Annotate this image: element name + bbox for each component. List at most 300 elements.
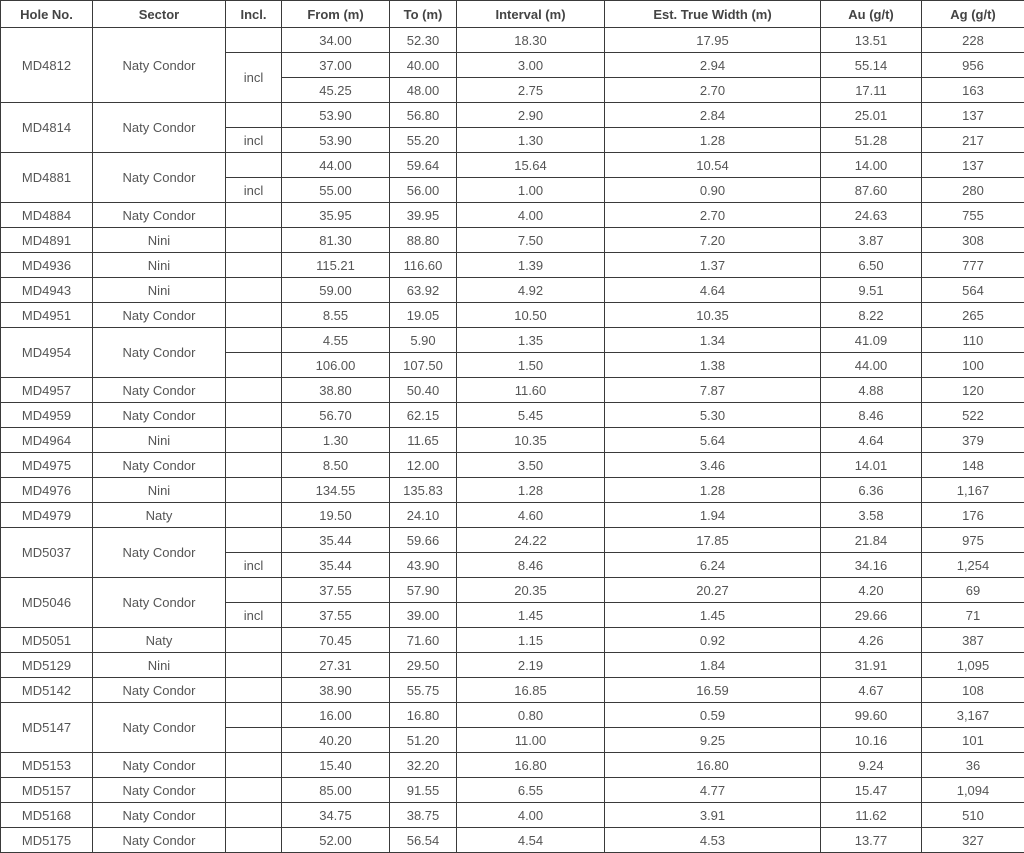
cell-ag: 217: [922, 128, 1024, 153]
table-row: [1, 28, 1024, 53]
cell-au: 6.36: [821, 478, 922, 503]
cell-true-width: 7.87: [605, 378, 821, 403]
cell-au: 55.14: [821, 53, 922, 78]
cell-incl: [226, 228, 282, 253]
cell-from: 56.70: [282, 403, 390, 428]
header-ag: Ag (g/t): [922, 1, 1024, 28]
cell-interval: 4.92: [457, 278, 605, 303]
cell-sector: Naty: [93, 628, 226, 653]
table-row: [1, 103, 1024, 128]
cell-incl: [226, 103, 282, 128]
cell-au: 41.09: [821, 328, 922, 353]
cell-hole-no: MD4936: [1, 253, 93, 278]
cell-interval: 4.60: [457, 503, 605, 528]
cell-incl: [226, 703, 282, 728]
cell-from: 34.00: [282, 28, 390, 53]
cell-to: 107.50: [390, 353, 457, 378]
cell-ag: 71: [922, 603, 1024, 628]
cell-au: 87.60: [821, 178, 922, 203]
cell-au: 4.26: [821, 628, 922, 653]
cell-incl: [226, 328, 282, 353]
cell-ag: 163: [922, 78, 1024, 103]
cell-ag: 327: [922, 828, 1024, 853]
cell-interval: 11.00: [457, 728, 605, 753]
cell-sector: Naty Condor: [93, 578, 226, 628]
cell-hole-no: MD4881: [1, 153, 93, 203]
table-row: [1, 703, 1024, 728]
header-incl: Incl.: [226, 1, 282, 28]
cell-true-width: 17.85: [605, 528, 821, 553]
cell-sector: Naty: [93, 503, 226, 528]
cell-to: 38.75: [390, 803, 457, 828]
cell-to: 116.60: [390, 253, 457, 278]
cell-to: 51.20: [390, 728, 457, 753]
cell-true-width: 16.59: [605, 678, 821, 703]
table-row: [1, 678, 1024, 703]
cell-incl: [226, 253, 282, 278]
cell-from: 44.00: [282, 153, 390, 178]
cell-to: 43.90: [390, 553, 457, 578]
cell-hole-no: MD5147: [1, 703, 93, 753]
cell-true-width: 16.80: [605, 753, 821, 778]
cell-hole-no: MD5175: [1, 828, 93, 853]
cell-au: 25.01: [821, 103, 922, 128]
cell-true-width: 17.95: [605, 28, 821, 53]
cell-to: 39.00: [390, 603, 457, 628]
cell-to: 52.30: [390, 28, 457, 53]
cell-ag: 110: [922, 328, 1024, 353]
cell-ag: 3,167: [922, 703, 1024, 728]
table-row: [1, 428, 1024, 453]
cell-from: 59.00: [282, 278, 390, 303]
cell-true-width: 10.35: [605, 303, 821, 328]
cell-sector: Naty Condor: [93, 528, 226, 578]
cell-hole-no: MD4943: [1, 278, 93, 303]
cell-ag: 69: [922, 578, 1024, 603]
cell-ag: 120: [922, 378, 1024, 403]
table-row: [1, 303, 1024, 328]
cell-to: 50.40: [390, 378, 457, 403]
cell-ag: 1,254: [922, 553, 1024, 578]
cell-ag: 148: [922, 453, 1024, 478]
cell-au: 4.64: [821, 428, 922, 453]
cell-hole-no: MD4884: [1, 203, 93, 228]
cell-true-width: 0.92: [605, 628, 821, 653]
cell-to: 55.20: [390, 128, 457, 153]
cell-au: 3.58: [821, 503, 922, 528]
cell-from: 106.00: [282, 353, 390, 378]
cell-incl: [226, 653, 282, 678]
cell-hole-no: MD4812: [1, 28, 93, 103]
cell-from: 81.30: [282, 228, 390, 253]
cell-incl: [226, 203, 282, 228]
cell-ag: 308: [922, 228, 1024, 253]
cell-ag: 228: [922, 28, 1024, 53]
cell-interval: 1.15: [457, 628, 605, 653]
cell-true-width: 3.91: [605, 803, 821, 828]
cell-from: 35.95: [282, 203, 390, 228]
cell-incl: [226, 278, 282, 303]
cell-incl: [226, 153, 282, 178]
cell-sector: Naty Condor: [93, 203, 226, 228]
cell-au: 44.00: [821, 353, 922, 378]
cell-true-width: 1.37: [605, 253, 821, 278]
cell-interval: 8.46: [457, 553, 605, 578]
cell-from: 115.21: [282, 253, 390, 278]
cell-from: 55.00: [282, 178, 390, 203]
cell-true-width: 1.94: [605, 503, 821, 528]
cell-au: 24.63: [821, 203, 922, 228]
cell-au: 8.22: [821, 303, 922, 328]
cell-interval: 10.50: [457, 303, 605, 328]
cell-hole-no: MD4951: [1, 303, 93, 328]
cell-sector: Naty Condor: [93, 453, 226, 478]
table-row: [1, 828, 1024, 853]
cell-true-width: 4.64: [605, 278, 821, 303]
cell-hole-no: MD4957: [1, 378, 93, 403]
cell-to: 59.64: [390, 153, 457, 178]
cell-incl: [226, 753, 282, 778]
cell-to: 48.00: [390, 78, 457, 103]
cell-to: 12.00: [390, 453, 457, 478]
cell-true-width: 7.20: [605, 228, 821, 253]
cell-from: 4.55: [282, 328, 390, 353]
cell-to: 56.80: [390, 103, 457, 128]
cell-to: 59.66: [390, 528, 457, 553]
cell-interval: 1.45: [457, 603, 605, 628]
cell-sector: Naty Condor: [93, 778, 226, 803]
cell-true-width: 0.59: [605, 703, 821, 728]
cell-from: 27.31: [282, 653, 390, 678]
cell-ag: 36: [922, 753, 1024, 778]
cell-sector: Naty Condor: [93, 803, 226, 828]
cell-interval: 10.35: [457, 428, 605, 453]
cell-sector: Naty Condor: [93, 703, 226, 753]
cell-from: 52.00: [282, 828, 390, 853]
header-true-width: Est. True Width (m): [605, 1, 821, 28]
cell-interval: 20.35: [457, 578, 605, 603]
cell-sector: Nini: [93, 428, 226, 453]
cell-hole-no: MD5153: [1, 753, 93, 778]
cell-true-width: 2.70: [605, 78, 821, 103]
cell-from: 85.00: [282, 778, 390, 803]
cell-incl: [226, 728, 282, 753]
table-row: [1, 278, 1024, 303]
cell-to: 32.20: [390, 753, 457, 778]
cell-true-width: 6.24: [605, 553, 821, 578]
cell-from: 134.55: [282, 478, 390, 503]
header-interval: Interval (m): [457, 1, 605, 28]
cell-ag: 379: [922, 428, 1024, 453]
cell-from: 37.55: [282, 603, 390, 628]
cell-to: 91.55: [390, 778, 457, 803]
cell-sector: Naty Condor: [93, 28, 226, 103]
cell-hole-no: MD4979: [1, 503, 93, 528]
cell-incl: incl: [226, 553, 282, 578]
table-row: [1, 578, 1024, 603]
cell-sector: Nini: [93, 253, 226, 278]
cell-au: 13.77: [821, 828, 922, 853]
cell-hole-no: MD5168: [1, 803, 93, 828]
cell-interval: 6.55: [457, 778, 605, 803]
cell-ag: 137: [922, 103, 1024, 128]
cell-interval: 4.00: [457, 203, 605, 228]
cell-incl: incl: [226, 603, 282, 628]
cell-sector: Naty Condor: [93, 828, 226, 853]
cell-from: 70.45: [282, 628, 390, 653]
cell-true-width: 5.30: [605, 403, 821, 428]
cell-hole-no: MD4976: [1, 478, 93, 503]
cell-interval: 18.30: [457, 28, 605, 53]
cell-true-width: 10.54: [605, 153, 821, 178]
cell-interval: 1.00: [457, 178, 605, 203]
cell-true-width: 2.70: [605, 203, 821, 228]
cell-sector: Naty Condor: [93, 153, 226, 203]
cell-incl: [226, 578, 282, 603]
cell-interval: 0.80: [457, 703, 605, 728]
cell-incl: [226, 778, 282, 803]
cell-ag: 280: [922, 178, 1024, 203]
cell-true-width: 5.64: [605, 428, 821, 453]
cell-ag: 101: [922, 728, 1024, 753]
cell-interval: 16.80: [457, 753, 605, 778]
cell-incl: [226, 28, 282, 53]
cell-au: 21.84: [821, 528, 922, 553]
cell-from: 37.55: [282, 578, 390, 603]
cell-from: 40.20: [282, 728, 390, 753]
cell-hole-no: MD5037: [1, 528, 93, 578]
cell-incl: incl: [226, 178, 282, 203]
cell-ag: 108: [922, 678, 1024, 703]
cell-interval: 4.54: [457, 828, 605, 853]
cell-incl: [226, 378, 282, 403]
cell-to: 57.90: [390, 578, 457, 603]
table-row: [1, 778, 1024, 803]
cell-au: 8.46: [821, 403, 922, 428]
table-row: [1, 453, 1024, 478]
cell-true-width: 1.38: [605, 353, 821, 378]
cell-au: 14.00: [821, 153, 922, 178]
cell-interval: 1.39: [457, 253, 605, 278]
cell-to: 71.60: [390, 628, 457, 653]
cell-hole-no: MD4891: [1, 228, 93, 253]
cell-sector: Nini: [93, 278, 226, 303]
cell-interval: 1.35: [457, 328, 605, 353]
cell-interval: 11.60: [457, 378, 605, 403]
cell-sector: Naty Condor: [93, 328, 226, 378]
cell-incl: [226, 678, 282, 703]
cell-to: 88.80: [390, 228, 457, 253]
cell-au: 99.60: [821, 703, 922, 728]
cell-hole-no: MD4814: [1, 103, 93, 153]
cell-from: 19.50: [282, 503, 390, 528]
header-to: To (m): [390, 1, 457, 28]
cell-au: 6.50: [821, 253, 922, 278]
cell-hole-no: MD5051: [1, 628, 93, 653]
cell-from: 34.75: [282, 803, 390, 828]
cell-incl: [226, 353, 282, 378]
cell-incl: [226, 403, 282, 428]
cell-ag: 975: [922, 528, 1024, 553]
cell-to: 62.15: [390, 403, 457, 428]
cell-ag: 956: [922, 53, 1024, 78]
cell-to: 5.90: [390, 328, 457, 353]
cell-true-width: 1.28: [605, 478, 821, 503]
cell-true-width: 0.90: [605, 178, 821, 203]
cell-true-width: 2.94: [605, 53, 821, 78]
cell-hole-no: MD4959: [1, 403, 93, 428]
cell-to: 56.54: [390, 828, 457, 853]
cell-from: 1.30: [282, 428, 390, 453]
table-row: [1, 328, 1024, 353]
table-row: [1, 528, 1024, 553]
cell-sector: Naty Condor: [93, 753, 226, 778]
header-row: [1, 1, 1024, 28]
cell-incl: [226, 503, 282, 528]
cell-true-width: 2.84: [605, 103, 821, 128]
table-row: [1, 203, 1024, 228]
cell-incl: [226, 478, 282, 503]
cell-ag: 777: [922, 253, 1024, 278]
cell-hole-no: MD5157: [1, 778, 93, 803]
cell-interval: 2.19: [457, 653, 605, 678]
cell-interval: 5.45: [457, 403, 605, 428]
cell-ag: 265: [922, 303, 1024, 328]
cell-hole-no: MD4975: [1, 453, 93, 478]
cell-interval: 1.28: [457, 478, 605, 503]
cell-interval: 15.64: [457, 153, 605, 178]
table-row: [1, 653, 1024, 678]
cell-hole-no: MD5142: [1, 678, 93, 703]
cell-interval: 16.85: [457, 678, 605, 703]
cell-incl: [226, 453, 282, 478]
cell-au: 11.62: [821, 803, 922, 828]
cell-au: 13.51: [821, 28, 922, 53]
cell-to: 40.00: [390, 53, 457, 78]
cell-from: 53.90: [282, 128, 390, 153]
cell-true-width: 3.46: [605, 453, 821, 478]
cell-to: 39.95: [390, 203, 457, 228]
cell-au: 4.67: [821, 678, 922, 703]
cell-sector: Nini: [93, 653, 226, 678]
cell-incl: incl: [226, 53, 282, 103]
table-row: [1, 628, 1024, 653]
cell-interval: 2.75: [457, 78, 605, 103]
cell-interval: 7.50: [457, 228, 605, 253]
cell-au: 31.91: [821, 653, 922, 678]
cell-ag: 1,094: [922, 778, 1024, 803]
cell-au: 3.87: [821, 228, 922, 253]
cell-from: 8.50: [282, 453, 390, 478]
cell-ag: 1,095: [922, 653, 1024, 678]
cell-to: 135.83: [390, 478, 457, 503]
cell-hole-no: MD4964: [1, 428, 93, 453]
header-sector: Sector: [93, 1, 226, 28]
cell-ag: 137: [922, 153, 1024, 178]
cell-ag: 522: [922, 403, 1024, 428]
cell-hole-no: MD5129: [1, 653, 93, 678]
cell-true-width: 1.28: [605, 128, 821, 153]
cell-incl: [226, 803, 282, 828]
cell-interval: 3.00: [457, 53, 605, 78]
cell-au: 34.16: [821, 553, 922, 578]
cell-to: 55.75: [390, 678, 457, 703]
cell-sector: Naty Condor: [93, 678, 226, 703]
cell-from: 45.25: [282, 78, 390, 103]
table-row: [1, 753, 1024, 778]
cell-incl: [226, 628, 282, 653]
cell-true-width: 1.84: [605, 653, 821, 678]
cell-au: 9.51: [821, 278, 922, 303]
cell-true-width: 4.53: [605, 828, 821, 853]
cell-ag: 387: [922, 628, 1024, 653]
cell-ag: 1,167: [922, 478, 1024, 503]
header-au: Au (g/t): [821, 1, 922, 28]
cell-interval: 24.22: [457, 528, 605, 553]
table-row: [1, 153, 1024, 178]
cell-to: 56.00: [390, 178, 457, 203]
cell-ag: 100: [922, 353, 1024, 378]
cell-au: 4.20: [821, 578, 922, 603]
cell-true-width: 4.77: [605, 778, 821, 803]
cell-interval: 1.30: [457, 128, 605, 153]
table-row: [1, 503, 1024, 528]
cell-sector: Nini: [93, 228, 226, 253]
cell-au: 29.66: [821, 603, 922, 628]
table-header: [1, 1, 1024, 28]
cell-sector: Naty Condor: [93, 378, 226, 403]
cell-to: 11.65: [390, 428, 457, 453]
cell-from: 16.00: [282, 703, 390, 728]
cell-incl: [226, 428, 282, 453]
table-body: [1, 28, 1024, 853]
cell-incl: [226, 303, 282, 328]
cell-sector: Naty Condor: [93, 103, 226, 153]
cell-interval: 3.50: [457, 453, 605, 478]
cell-au: 51.28: [821, 128, 922, 153]
table-row: [1, 478, 1024, 503]
cell-hole-no: MD4954: [1, 328, 93, 378]
cell-from: 38.90: [282, 678, 390, 703]
cell-true-width: 9.25: [605, 728, 821, 753]
cell-au: 9.24: [821, 753, 922, 778]
table-row: [1, 403, 1024, 428]
cell-from: 8.55: [282, 303, 390, 328]
cell-to: 19.05: [390, 303, 457, 328]
cell-au: 15.47: [821, 778, 922, 803]
cell-from: 37.00: [282, 53, 390, 78]
cell-true-width: 1.45: [605, 603, 821, 628]
cell-to: 29.50: [390, 653, 457, 678]
table-row: [1, 378, 1024, 403]
cell-interval: 4.00: [457, 803, 605, 828]
cell-to: 24.10: [390, 503, 457, 528]
cell-incl: [226, 828, 282, 853]
cell-sector: Naty Condor: [93, 403, 226, 428]
cell-au: 10.16: [821, 728, 922, 753]
cell-au: 17.11: [821, 78, 922, 103]
table-row: [1, 228, 1024, 253]
cell-from: 35.44: [282, 553, 390, 578]
cell-true-width: 20.27: [605, 578, 821, 603]
cell-au: 4.88: [821, 378, 922, 403]
cell-from: 35.44: [282, 528, 390, 553]
cell-to: 16.80: [390, 703, 457, 728]
cell-true-width: 1.34: [605, 328, 821, 353]
cell-interval: 2.90: [457, 103, 605, 128]
cell-incl: incl: [226, 128, 282, 153]
cell-interval: 1.50: [457, 353, 605, 378]
